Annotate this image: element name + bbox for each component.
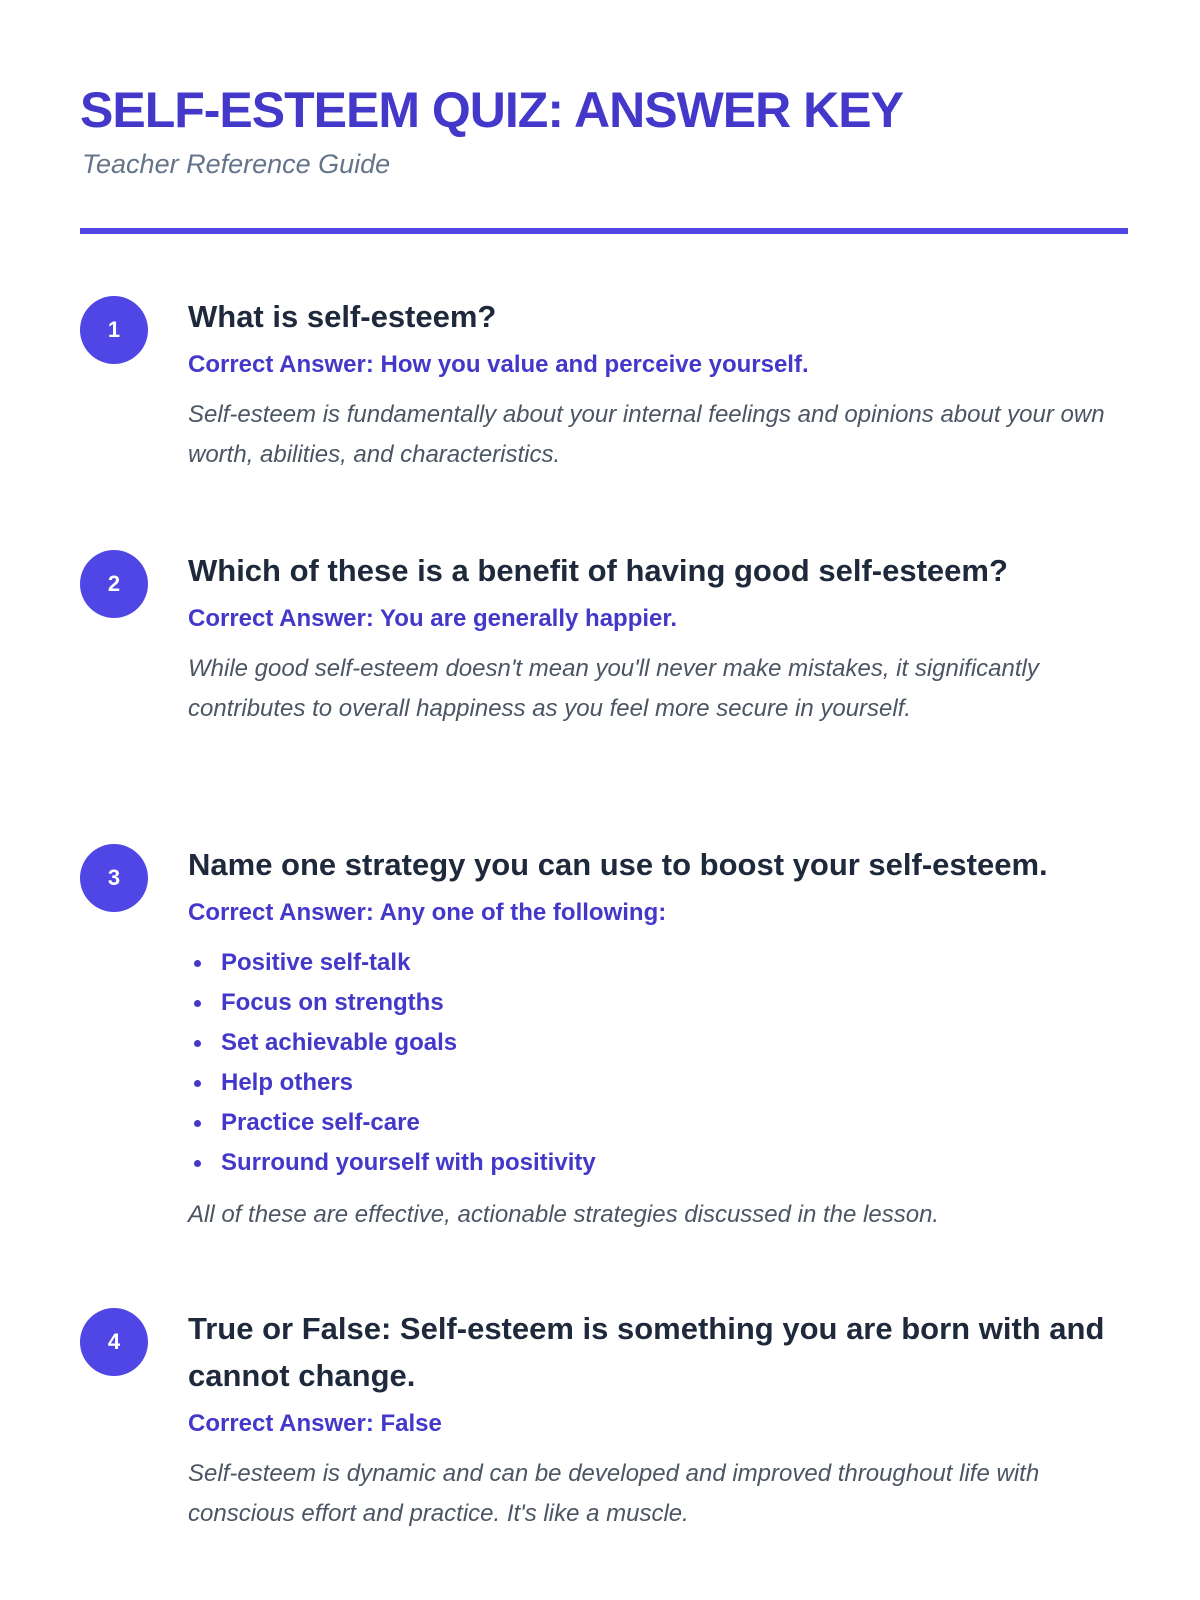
answer-explanation: Self-esteem is dynamic and can be developed and improved throughout life with conscious effort and practice. It's like a muscle. [188, 1460, 1040, 1527]
bullet-icon [194, 1000, 201, 1007]
strategy-label: Focus on strengths [221, 989, 444, 1016]
bullet-icon [194, 1080, 201, 1087]
correct-answer: Correct Answer: How you value and perceive yourself. [188, 351, 809, 378]
question-body [188, 547, 1128, 729]
strategy-label: Practice self-care [221, 1109, 420, 1136]
strategy-label: Positive self-talk [221, 949, 411, 976]
question-text: Which of these is a benefit of having good self-esteem? [188, 553, 1008, 588]
correct-answer: Correct Answer: You are generally happier. [188, 605, 678, 632]
bullet-icon [194, 1160, 201, 1167]
correct-answer: Correct Answer: False [188, 1410, 442, 1437]
page-title: SELF-ESTEEM QUIZ: ANSWER KEY [80, 82, 903, 138]
strategy-item [188, 943, 1128, 983]
strategy-item [188, 1103, 1128, 1143]
correct-answer: Correct Answer: Any one of the following: [188, 899, 667, 926]
question-text: What is self-esteem? [188, 299, 497, 334]
strategy-label: Set achievable goals [221, 1029, 458, 1056]
question-body [188, 293, 1128, 475]
title-divider [80, 228, 1128, 234]
question-body [188, 841, 1128, 1235]
strategy-item [188, 1143, 1128, 1183]
strategy-item [188, 1023, 1128, 1063]
answer-explanation: Self-esteem is fundamentally about your internal feelings and opinions about your own worth, abilities, and characteristics. [188, 401, 1105, 468]
question-text: True or False: Self-esteem is something you are born with and cannot change. [188, 1311, 1105, 1393]
page-subtitle: Teacher Reference Guide [82, 149, 391, 179]
strategy-label: Help others [221, 1069, 354, 1096]
bullet-icon [194, 960, 201, 967]
strategy-list [188, 943, 1128, 1183]
bullet-icon [194, 1040, 201, 1047]
strategy-label: Surround yourself with positivity [221, 1149, 596, 1176]
strategy-item [188, 1063, 1128, 1103]
question-text: Name one strategy you can use to boost your self-esteem. [188, 847, 1048, 882]
question-number-badge: 1 [80, 296, 148, 364]
bullet-icon [194, 1120, 201, 1127]
strategy-item [188, 983, 1128, 1023]
question-body [188, 1305, 1128, 1534]
question-number-badge: 2 [80, 550, 148, 618]
question-number-badge: 4 [80, 1308, 148, 1376]
question-number-badge: 3 [80, 844, 148, 912]
answer-explanation: All of these are effective, actionable strategies discussed in the lesson. [188, 1201, 940, 1228]
answer-explanation: While good self-esteem doesn't mean you'll never make mistakes, it significantly contributes to overall happiness as you feel more secure in yourself. [188, 655, 1039, 722]
